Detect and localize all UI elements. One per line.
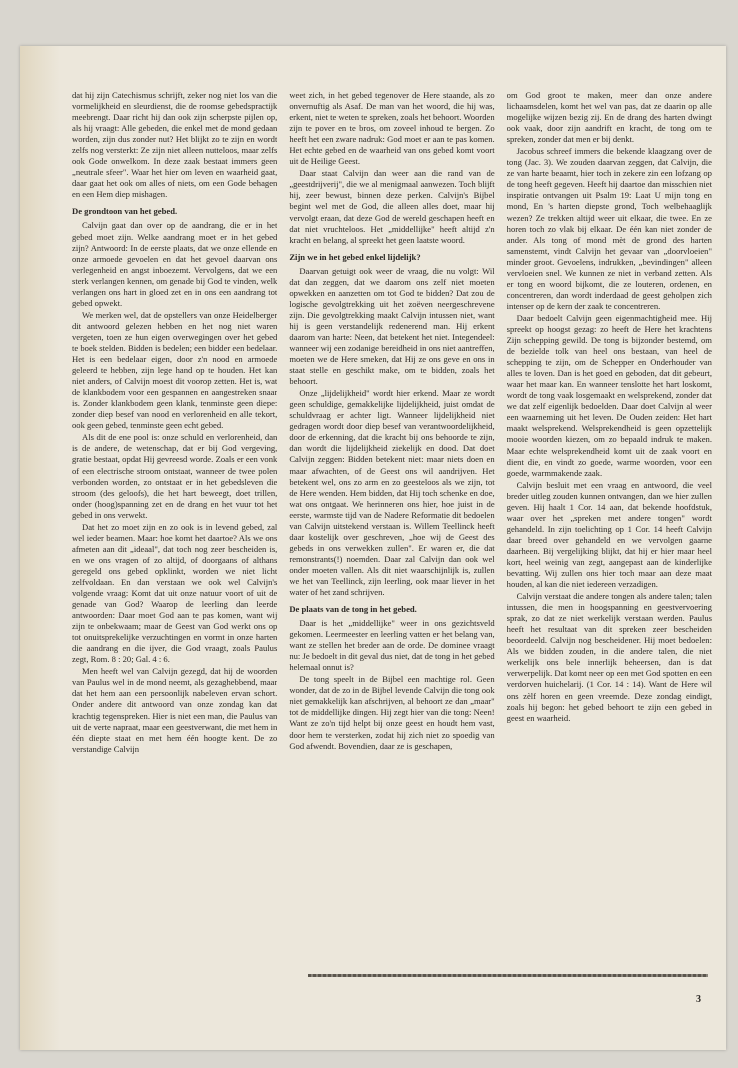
paragraph: Calvijn verstaat die andere tongen als andere talen; talen intussen, die men in hoogspanning en geestvervoering sprak, zo dat ze niet werkelijk verstaan werden. Paulus heeft het resultaat van dit spreken zeer bescheiden beoordeeld. Calvijn nog bescheidener. Hij moet bedoelen: Als we bidden zouden, in die andere talen, die niet werkelijk ons bele innerlijk beheersen, dan is dat verwerpelijk. Dat komt neer op een met God spotten en een verdorven huichelarij. (1 Cor. 14 : 14). Want de Here wil ons zèlf horen en geen vreemde. Deze zondag eindigt, zoals hij begon: het gebed behoort te zijn een gebed in geest en waarheid. [506, 591, 712, 723]
paragraph: Jacobus schreef immers die bekende klaagzang over de tong (Jac. 3). We zouden daarvan zeggen, dat Calvijn, die ze van harte beaamt, hier toch in zekere zin een lofzang op de tong heeft gegeven. Heeft hij daartoe dan misschien niet inspiratie ontvangen uit Psalm 19: Laat U mijn tong en mond, En 's harten diepste grond, Toch welbehaaglijk wezen? Ze trekken altijd weer uit elkaar, die twee. En ze horen toch zo vlak bij elkaar. De één kan niet zonder de ander. Als tong of mond mèt de grond des harten samenstemt, vindt Calvijn het gevaar van „doorvloeien" minder groot. Gevoelens, indrukken, „bevindingen" alleen vervloeien snel. We kunnen ze niet in verband zetten. Als er tong en woord bijkomt, die ze louteren, ordenen, en concentreren, dan wordt inderdaad de geest geholpen zich intenser op de kern der zaak te concentreren. [506, 146, 712, 311]
section-heading: De plaats van de tong in het gebed. [289, 604, 417, 615]
decorative-rule [308, 974, 708, 977]
paragraph: om God groot te maken, meer dan onze andere lichaamsdelen, komt het wel van pas, dat ze daarin op alle mogelijke wijzen bezig zij. En de drang des harten dwingt ook vaak, door zijn aandrift en kracht, de tong om te spreken, zonder dat men er bij denkt. [506, 90, 712, 145]
column-3 [507, 90, 712, 1022]
column-1 [72, 90, 277, 1022]
book-page [20, 46, 726, 1050]
paragraph: Calvijn gaat dan over op de aandrang, die er in het gebed moet zijn. Welke aandrang moet er in het gebed zijn? Antwoord: In de eerste plaats, dat we onze ellende en onze armoede gevoelen en dat het gevoel daarvan ons verlegenheid en angst inboezemt. Vervolgens, dat we een sterk verlangen kennen, om genade bij God te vinden, welk verlangen ons hart in gloed zet en in ons een aandrang tot gebed opwekt. [72, 220, 278, 308]
paragraph: De tong speelt in de Bijbel een machtige rol. Geen wonder, dat de zo in de Bijbel levende Calvijn die tong ook niet gemakkelijk kan afschrijven, al behoort ze dan „maar" tot de middellijke dingen. Hij zegt hier van die tong: Neen! Want ze zo'n tijd helpt bij onze geest en houdt hem vast, door hem te versterken, zodat hij zich niet zo spoedig van God afwendt. Bovendien, daar ze is geschapen, [289, 674, 495, 751]
paragraph: Men heeft wel van Calvijn gezegd, dat hij de woorden van Paulus wel in de mond neemt, als gezaghebbend, maar dat het hem aan een persoonlijk nabeleven ervan schort. Onder andere dit antwoord van onze zondag kan dat krachtig tegenspreken. Hier is niet een man, die Paulus van uit de verte napraat, maar een geestverwant, die met hem in één diepte staat en met hem één hoogte kent. De zo verstandige Calvijn [72, 666, 278, 754]
paragraph: Calvijn besluit met een vraag en antwoord, die veel breder uitleg zouden kunnen ontvangen, dan we hier zullen geven. Hij haalt 1 Cor. 14 aan, dat bekende hoofdstuk, waar over het „spreken met andere tongen" wordt gehandeld. In zijn toelichting op 1 Cor. 14 heeft Calvijn daar breed over gehandeld en we vervolgen gaarne daarheen. Bij vergelijking blijkt, dat hij er hier maar heel kort, heel weinig van zegt, aangepast aan de kinderlijke bevatting. Wij zullen ons hier toch maar aan deze maat houden, al kan die niet iedereen verzadigen. [506, 479, 712, 590]
paragraph: dat hij zijn Catechismus schrijft, zeker nog niet los van die vormelijkheid en sleurdienst, die de roomse gebedspractijk meebrengt. Daar richt hij dan ook zijn scherpste pijlen op, als hij vraagt: Alle gebeden, die enkel met de mond gedaan worden, zijn dus zonder nut? Het blijkt zo te zijn en wordt zelfs nog versterkt: Ze zijn niet alleen nutteloos, maar zelfs ook Gode onwelkom. In deze zaak bestaat immers geen „neutrale sfeer". Waar het hier om leven en waarheid gaat, daar gaat het ook om alles of niets, om een Gode behagen en een Hem diep mishagen. [72, 90, 278, 200]
column-2 [289, 90, 494, 1022]
text-columns [72, 90, 712, 1022]
paragraph: Daar staat Calvijn dan weer aan die rand van de „geestdrijverij", die we al menigmaal aanwezen. Toch blijft hij, zeer bewust, binnen deze perken. Calvijn's Bijbel begint wel met de God, die alleen alles doet, maar hij vervolgt eraan, dat deze God de wereld geschapen heeft en dat niet vruchteloos. Het „middellijke" heeft altijd z'n kracht en belang, al spreekt het geen laatste woord. [289, 168, 495, 245]
paragraph: weet zich, in het gebed tegenover de Here staande, als zo onvernuftig als Asaf. De man van het woord, die hij was, erkent, niet te weten te spreken, zoals het behoort. Woorden zijn te pover en te bros, om zoveel inhoud te bergen. Zo heeft het een zware nadruk: God moet er aan te pas komen. Het echte gebed en de waarheid van ons gebed komt voort uit de Heilige Geest. [289, 90, 495, 167]
paragraph: Daar is het „middellijke" weer in ons gezichtsveld gekomen. Leermeester en leerling vatten er het belang van, want ze stellen het breder aan de orde. De dominee vraagt nu: Je bedoelt in dit geval dus niet, dat de tong in het gebed helemaal onnut is? [289, 618, 495, 673]
paragraph: Daarvan getuigt ook weer de vraag, die nu volgt: Wil dat dan zeggen, dat we daarom ons zelf niet moeten opwekken en aanzetten om tot God te bidden? Dat zou de logische gevolgtrekking uit het zoëven neergeschrevene zijn. Die gevolgtrekking maakt Calvijn intussen niet, want hij is geen verstandelijk redenerend man. Hij erkent daarom van harte: Neen, dat betekent het niet. Integendeel: wanneer wij een zodanige bereidheid in ons niet aantreffen, moeten we de Here smeken, dat Hij ze ons geve en ons in staat stelle en geschikt make, om te bidden, zoals het behoort. [289, 265, 495, 387]
paragraph: Onze „lijdelijkheid" wordt hier erkend. Maar ze wordt geen schuldige, gemakkelijke lijdelijkheid, juist omdat de schuldvraag er achter ligt. Wanneer lijdelijkheid niet gedragen wordt door diep besef van verantwoordelijkheid, door de erkenning, dat die kracht bij ons behoorde te zijn, dan wordt die lijdelijkheid ziekelijk en dood. Dat doet Calvijn zeggen: Bidden betekent niet: maar niets doen en maar afwachten, of de Geest ons wil aandrijven. Het betekent wel, ons zo arm en zo geesteloos als we zijn, tot de Here wenden. Hem bidden, dat Hij toch schenke en doe, wat ons ontgaat. We herinneren ons hier, hoe juist in de eerste, warmste tijd van de Nadere Reformatie dit bedoelen van Calvijn uitstekend verstaan is. Willem Teellinck heeft daar kostelijk over geschreven, „hoe wij de Geest des gebeds in ons verwekken zullen". Er waren er, die dat remonstrants(!) noemden. Daar zal Calvijn dan ook wel onder moeten vallen. Als dit niet waarschijnlijk is, zullen we het van Teellinck, zijn leerling, ook maar liever in het water of het zand schrijven. [289, 388, 495, 598]
paragraph: Als dit de ene pool is: onze schuld en verlorenheid, dan is de andere, de wetenschap, dat er bij God vergeving, gratie bestaat, opdat Hij gevreesd worde. Zoals er een vonk of een electrische stroom ontstaat, wanneer de twee polen verbonden worden, zo ontstaat er in het gebedsleven die stroom (des geloofs), die het hart beweegt, doet trillen, onder (hoog)spanning zet en de drang en het vuur tot het gebed in ons verwekt. [72, 432, 278, 520]
paragraph: Dat het zo moet zijn en zo ook is in levend gebed, zal wel ieder beamen. Maar: hoe komt het daartoe? Als we ons afmeten aan dit „ideaal", dat toch nog zeer bescheiden is, en we ons vragen of zo altijd, of doorgaans of althans geregeld ons gebed opklinkt, worden we niet licht zelfvoldaan. En dan verstaan we ook wel Calvijn's volgende vraag: Komt dat uit onze natuur voort of uit de genade van God? Waarop de leerling dan leerde antwoorden: Daar moet God aan te pas komen, want wij zijn te onbekwaam; maar de Geest van God werkt ons op tot onuitsprekelijke verzuchtingen en vormt in onze harten die aandrang en die ijver, die God vraagt, zoals Paulus zegt, Rom. 8 : 20; Gal. 4 : 6. [72, 521, 278, 665]
paragraph: We merken wel, dat de opstellers van onze Heidelberger dit antwoord gelezen hebben en het nog niet waren vergeten, toen ze hun eigen overwegingen over het gebed te boek stelden. Bidden is bedelen; een bidder een bedelaar. Het is een bedelaar eigen, door z'n nood en armoede geleerd te hebben, zijn lege hand op te houden. Het kan niet anders, of Calvijn moest dit voorop zetten. Het is, wat de klankbodem voor een gespannen en aangestreken snaar is. Zonder klankbodem geen klank, tenminste geen diepe: zonder diep besef van nood en verlorenheid en alle tekort, ook geen gebed, tenminste geen echt gebed. [72, 309, 278, 431]
page-number: 3 [696, 994, 701, 1005]
section-heading: Zijn we in het gebed enkel lijdelijk? [289, 251, 421, 262]
paragraph: Daar bedoelt Calvijn geen eigenmachtigheid mee. Hij spreekt op hoogst gezag: zo heeft de Here het krachtens Zijn schepping gewild. De tong is bijzonder bestemd, om de bezielde tolk van heel ons bestaan, van heel de schepping te zijn, om de Schepper en Onderhouder van alles te loven. Dan is het goed en geboden, dat dit gebeurt, waar het maar kan. En wanneer tenslotte het hart loskomt, wordt de tong vaak losgemaakt en welsprekend, zonder dat we dat zelf eigenlijk bedoelden. Daar doet Calvijn al weer een waarneming uit het leven. De Ouden zeiden: Het hart maakt welsprekend. Welsprekendheid is geen opzettelijk mooie woorden kiezen, om zo bepaald indruk te maken. Maar echte welsprekendheid komt uit de zaak voort en dient die, en vindt zo goede, warme woorden, voor een goede, warmmakende zaak. [506, 312, 712, 478]
page-spine-shadow [20, 46, 60, 1050]
section-heading: De grondtoon van het gebed. [72, 206, 178, 217]
